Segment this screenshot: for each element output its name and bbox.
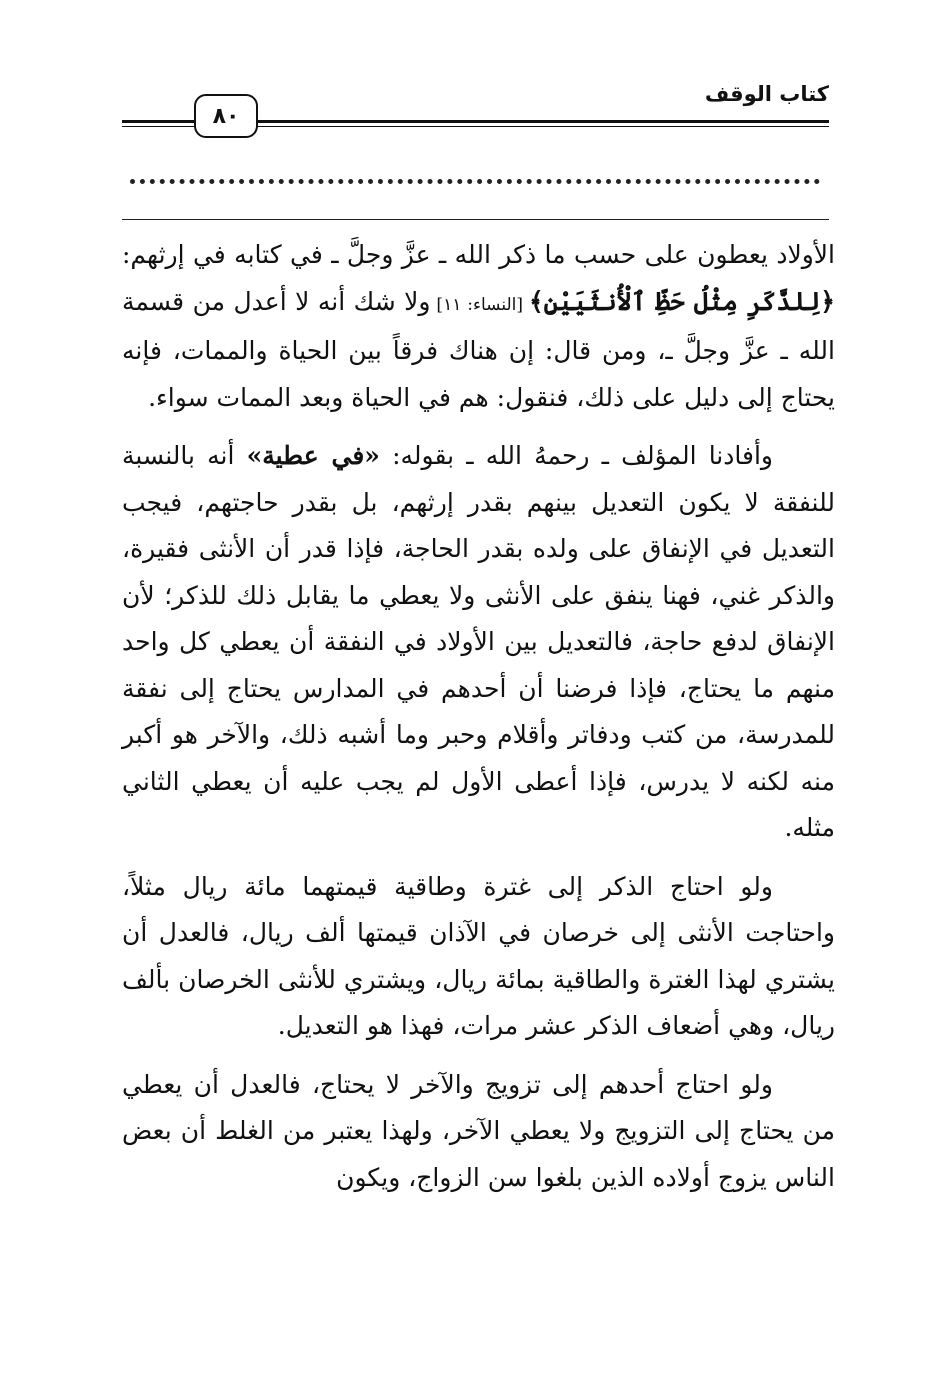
paragraph-2-text-b: أنه بالنسبة للنفقة لا يكون التعديل بينهم بقدر إرثهم، بل بقدر حاجتهم، فيجب التعديل في الإنفاق على ولده بقدر الحاجة، فإذا قدر أن الأنثى فقيرة، والذكر غني، فهنا ينفق على الأنثى ولا يعطي ما يقابل ذلك للذكر؛ لأن الإنفاق لدفع حاجة، فالتعديل بين الأولاد في النفقة أن يعطي كل واحد منهم ما يحتاج، فإذا فرضنا أن أحدهم في المدارس يحتاج إلى نفقة للمدرسة، من كتب ودفاتر وأقلام وحبر وما أشبه ذلك، والآخر هو أكبر منه لكنه لا يدرس، فإذا أعطى الأول لم يجب عليه أن يعطي الثاني مثله. <box>122 441 835 842</box>
book-title: كتاب الوقف <box>704 82 829 106</box>
paragraph-2-text-a: وأفادنا المؤلف ـ رحمهُ الله ـ بقوله: <box>379 441 773 470</box>
quran-verse: ﴿لِلذَّكَرِ مِثْلُ حَظِّ ٱلْأُنثَيَيْنِ﴾ <box>528 286 835 316</box>
paragraph-1-text-a: الأولاد يعطون على حسب ما ذكر الله ـ عزَّ وجلَّ ـ في كتابه في إرثهم: <box>122 240 835 269</box>
verse-reference: [النساء: ١١] <box>430 294 529 315</box>
page-number: ٨٠ <box>194 94 258 138</box>
header-rule-left <box>122 120 194 127</box>
paragraph-2 <box>122 433 835 852</box>
paragraph-1-text-b: ولا شك أنه لا أعدل من قسمة الله ـ عزَّ وجلَّ ـ، ومن قال: إن هناك فرقاً بين الحياة والممات، فإنه يحتاج إلى دليل على ذلك، فنقول: هم في الحياة وبعد الممات سواء. <box>122 286 835 412</box>
paragraph-4: ولو احتاج أحدهم إلى تزويج والآخر لا يحتاج، فالعدل أن يعطي من يحتاج إلى التزويج ولا يعطي الآخر، ولهذا يعتبر من الغلط أن بعض الناس يزوج أولاده الذين بلغوا سن الزواج، ويكون <box>122 1069 835 1192</box>
content-separator <box>122 219 829 220</box>
quoted-term: «في عطية» <box>246 441 380 470</box>
header-rule <box>208 120 829 127</box>
paragraph-3: ولو احتاج الذكر إلى غترة وطاقية قيمتهما مائة ريال مثلاً، واحتاجت الأنثى إلى خرصان في الآذان قيمتها ألف ريال، فالعدل أن يشتري لهذا الغترة والطاقية بمائة ريال، ويشتري للأنثى الخرصان بألف ريال، وهي أضعاف الذكر عشر مرات، فهذا هو التعديل. <box>122 871 835 1040</box>
page-header <box>0 0 947 160</box>
paragraph-1 <box>122 232 835 421</box>
dotted-separator <box>130 164 820 184</box>
page-body <box>122 232 835 1213</box>
